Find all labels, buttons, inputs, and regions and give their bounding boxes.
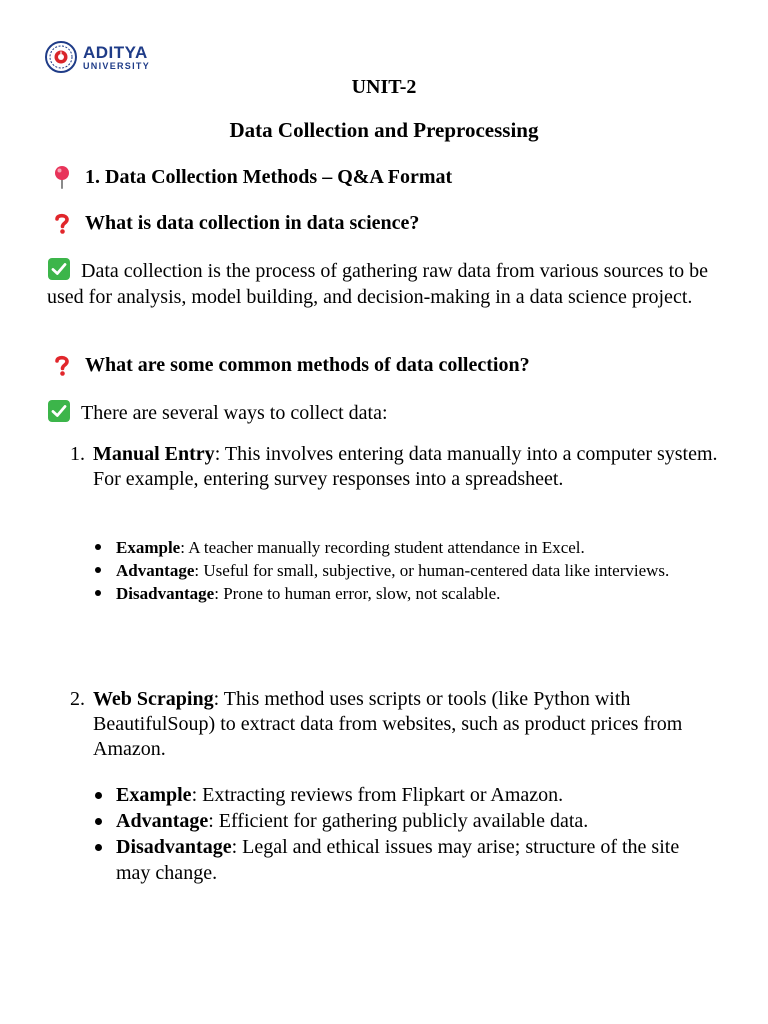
bullet-label: Example xyxy=(116,784,192,806)
bullet-text: : Extracting reviews from Flipkart or Amazon. xyxy=(191,784,564,806)
red-question-mark-icon xyxy=(50,211,74,235)
bullet-label: Advantage xyxy=(116,810,209,832)
bullet-text: : Legal and ethical issues may arise; structure of the site may change. xyxy=(116,836,680,884)
list-item xyxy=(92,808,712,834)
answer-2-text: There are several ways to collect data: xyxy=(81,402,388,424)
question-1-text: What is data collection in data science? xyxy=(85,212,420,234)
bullet-text: : Efficient for gathering publicly available data. xyxy=(208,810,589,832)
question-2-text: What are some common methods of data collection? xyxy=(85,354,530,376)
method-1-description: : This involves entering data manually into a computer system. For example, entering survey responses into a spreadsheet. xyxy=(93,443,718,490)
method-2-bullets xyxy=(92,782,712,886)
answer-2 xyxy=(47,399,727,426)
method-1-number: 1. xyxy=(70,443,85,465)
bullet-text: : Useful for small, subjective, or human-centered data like interviews. xyxy=(194,561,670,580)
question-1 xyxy=(50,211,419,235)
list-item xyxy=(92,782,712,808)
bullet-label: Disadvantage xyxy=(116,584,215,603)
university-logo xyxy=(45,40,150,74)
university-seal-icon xyxy=(45,41,77,73)
logo-subtitle: UNIVERSITY xyxy=(83,60,151,71)
bullet-label: Disadvantage xyxy=(116,836,232,858)
method-2-term: Web Scraping xyxy=(93,688,214,710)
logo-name: ADITYA xyxy=(83,42,148,62)
answer-1-text: Data collection is the process of gathering raw data from various sources to be used for analysis, model building, and decision-making in a data science project. xyxy=(47,260,709,308)
list-item xyxy=(92,537,712,558)
document-title: Data Collection and Preprocessing xyxy=(229,118,539,142)
list-item xyxy=(92,834,712,886)
bullet-label: Advantage xyxy=(116,561,195,580)
section-heading xyxy=(50,165,452,189)
answer-1 xyxy=(47,257,727,310)
section-heading-text: 1. Data Collection Methods – Q&A Format xyxy=(85,166,453,188)
method-2-number: 2. xyxy=(70,688,85,710)
method-2 xyxy=(70,687,730,762)
method-2-description: : This method uses scripts or tools (like Python with BeautifulSoup) to extract data from websites, such as product prices from Amazon. xyxy=(93,688,683,760)
list-item xyxy=(92,560,712,581)
bullet-label: Example xyxy=(116,538,181,557)
question-2 xyxy=(50,353,530,377)
method-1 xyxy=(70,442,730,492)
green-check-box-icon xyxy=(47,399,71,423)
red-question-mark-icon xyxy=(50,353,74,377)
list-item xyxy=(92,583,712,604)
bullet-text: : Prone to human error, slow, not scalable. xyxy=(214,584,501,603)
method-1-bullets xyxy=(92,537,712,604)
unit-heading: UNIT-2 xyxy=(351,76,417,98)
method-1-term: Manual Entry xyxy=(93,443,215,465)
round-pushpin-icon xyxy=(50,165,74,189)
bullet-text: : A teacher manually recording student attendance in Excel. xyxy=(180,538,585,557)
green-check-box-icon xyxy=(47,257,71,281)
